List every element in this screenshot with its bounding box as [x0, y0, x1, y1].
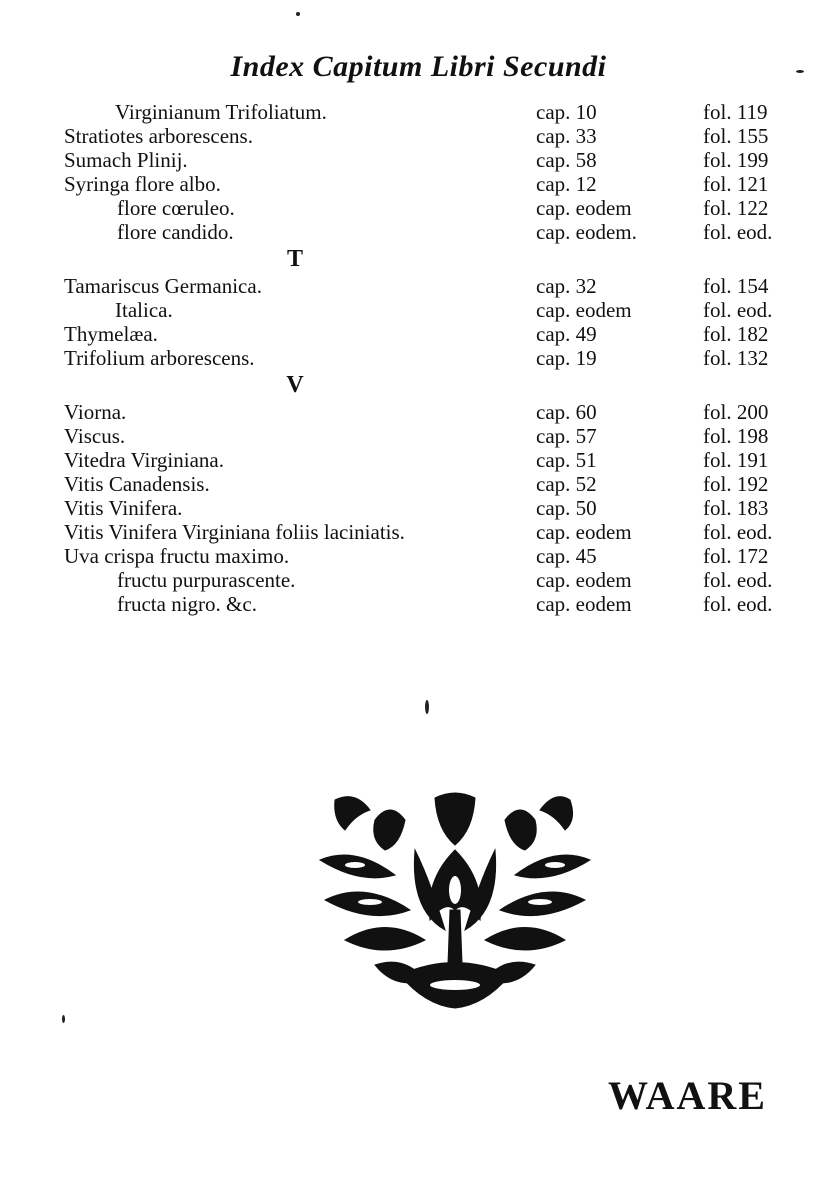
index-row — [0, 124, 837, 148]
chapter-ref: cap. 57 — [536, 424, 597, 448]
index-row — [0, 400, 837, 424]
entry-name: Vitis Vinifera Virginiana foliis laciniatis. — [64, 520, 405, 544]
entry-name: Viorna. — [64, 400, 127, 424]
folio-ref: fol. 182 — [703, 322, 769, 346]
chapter-ref: cap. 60 — [536, 400, 597, 424]
index-row — [0, 172, 837, 196]
index-row — [0, 196, 837, 220]
section-letter: V — [286, 372, 304, 398]
entry-name: flore candido. — [117, 220, 234, 244]
index-row — [0, 220, 837, 244]
entry-name: flore cœruleo. — [117, 196, 235, 220]
folio-ref: fol. 183 — [703, 496, 769, 520]
folio-ref: fol. 192 — [703, 472, 769, 496]
chapter-ref: cap. 32 — [536, 274, 597, 298]
entry-name: fructu purpurascente. — [117, 568, 296, 592]
folio-ref: fol. 199 — [703, 148, 769, 172]
index-row — [0, 322, 837, 346]
ink-speck — [296, 12, 300, 16]
index-row — [0, 148, 837, 172]
index-row — [0, 544, 837, 568]
chapter-ref: cap. eodem — [536, 298, 632, 322]
folio-ref: fol. 119 — [703, 100, 768, 124]
chapter-ref: cap. 50 — [536, 496, 597, 520]
entry-name: Vitis Vinifera. — [64, 496, 183, 520]
index-row — [0, 568, 837, 592]
entry-name: Syringa flore albo. — [64, 172, 221, 196]
folio-ref: fol. 191 — [703, 448, 769, 472]
entry-name: Stratiotes arborescens. — [64, 124, 253, 148]
folio-ref: fol. 155 — [703, 124, 769, 148]
folio-ref: fol. 154 — [703, 274, 769, 298]
folio-ref: fol. 121 — [703, 172, 769, 196]
folio-ref: fol. 198 — [703, 424, 769, 448]
chapter-ref: cap. 19 — [536, 346, 597, 370]
chapter-ref: cap. eodem — [536, 592, 632, 616]
index-row — [0, 424, 837, 448]
ink-speck — [796, 70, 804, 73]
folio-ref: fol. 122 — [703, 196, 769, 220]
chapter-ref: cap. 49 — [536, 322, 597, 346]
index-row — [0, 592, 837, 616]
page-title: Index Capitum Libri Secundi — [230, 50, 607, 83]
folio-ref: fol. eod. — [703, 220, 773, 244]
entry-name: Uva crispa fructu maximo. — [64, 544, 290, 568]
entry-name: Italica. — [115, 298, 173, 322]
folio-ref: fol. 132 — [703, 346, 769, 370]
chapter-ref: cap. eodem. — [536, 220, 637, 244]
chapter-ref: cap. 10 — [536, 100, 597, 124]
index-row — [0, 448, 837, 472]
index-row — [0, 496, 837, 520]
chapter-ref: cap. 45 — [536, 544, 597, 568]
chapter-ref: cap. eodem — [536, 520, 632, 544]
chapter-ref: cap. eodem — [536, 196, 632, 220]
entry-name: Sumach Plinij. — [64, 148, 188, 172]
chapter-ref: cap. 12 — [536, 172, 597, 196]
folio-ref: fol. eod. — [703, 520, 773, 544]
entry-name: Virginianum Trifoliatum. — [115, 100, 327, 124]
index-entries — [0, 100, 837, 616]
index-row — [0, 472, 837, 496]
index-row — [0, 520, 837, 544]
folio-ref: fol. eod. — [703, 568, 773, 592]
index-row — [0, 100, 837, 124]
chapter-ref: cap. 33 — [536, 124, 597, 148]
chapter-ref: cap. 51 — [536, 448, 597, 472]
ink-speck — [425, 700, 429, 714]
index-row — [0, 298, 837, 322]
folio-ref: fol. 172 — [703, 544, 769, 568]
entry-name: Vitedra Virginiana. — [64, 448, 224, 472]
entry-name: fructa nigro. &c. — [117, 592, 257, 616]
folio-ref: fol. 200 — [703, 400, 769, 424]
index-row — [0, 346, 837, 370]
catchword: WAARE — [608, 1073, 767, 1118]
entry-name: Trifolium arborescens. — [64, 346, 255, 370]
chapter-ref: cap. 58 — [536, 148, 597, 172]
section-letter: T — [286, 246, 303, 272]
entry-name: Tamariscus Germanica. — [64, 274, 262, 298]
entry-name: Viscus. — [64, 424, 126, 448]
ink-speck — [62, 1015, 65, 1023]
floral-ornament-icon — [315, 790, 595, 1010]
folio-ref: fol. eod. — [703, 298, 773, 322]
entry-name: Vitis Canadensis. — [64, 472, 210, 496]
chapter-ref: cap. eodem — [536, 568, 632, 592]
chapter-ref: cap. 52 — [536, 472, 597, 496]
folio-ref: fol. eod. — [703, 592, 773, 616]
entry-name: Thymelæa. — [64, 322, 158, 346]
index-row — [0, 274, 837, 298]
